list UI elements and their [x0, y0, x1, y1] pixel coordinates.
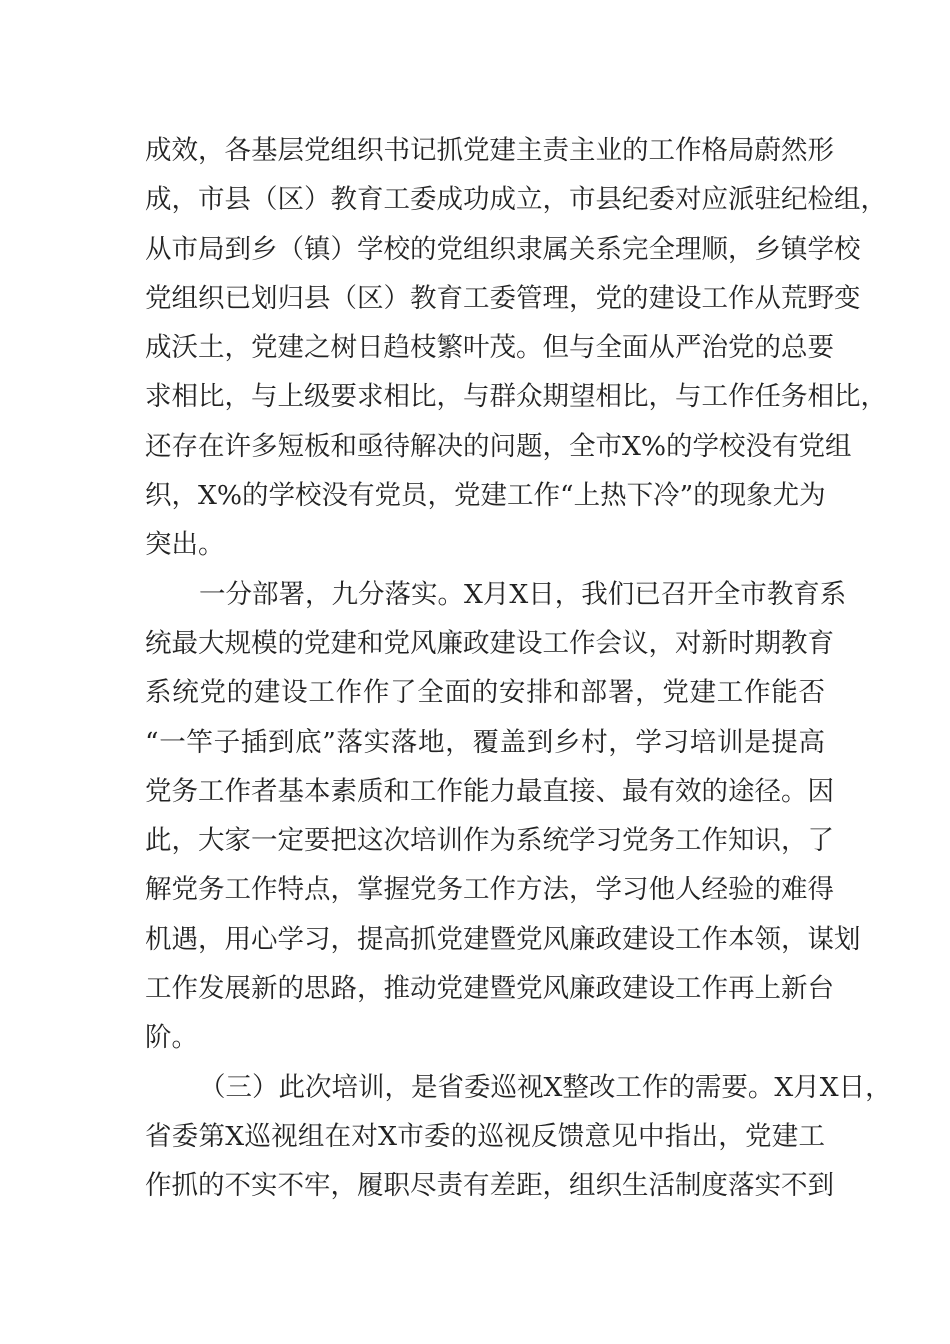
- text-line: （三）此次培训，是省委巡视X整改工作的需要。X月X日，: [199, 1071, 892, 1103]
- text-line: 成沃土，党建之树日趋枝繁叶茂。但与全面从严治党的总要: [145, 332, 834, 364]
- text-line: 省委第X巡视组在对X市委的巡视反馈意见中指出，党建工: [145, 1120, 825, 1152]
- text-line: 一分部署，九分落实。X月X日，我们已召开全市教育系: [199, 578, 847, 610]
- text-line: 机遇，用心学习，提高抓党建暨党风廉政建设工作本领，谋划: [145, 923, 861, 955]
- paragraph: [145, 570, 861, 1063]
- text-line: 成效，各基层党组织书记抓党建主责主业的工作格局蔚然形: [145, 135, 834, 166]
- text-line: 工作发展新的思路，推动党建暨党风廉政建设工作再上新台: [145, 973, 834, 1005]
- text-line: 党组织已划归县（区）教育工委管理，党的建设工作从荒野变: [145, 282, 861, 314]
- document-body: [145, 126, 892, 1211]
- text-line: 阶。: [145, 1022, 198, 1054]
- paragraph: [145, 1063, 892, 1211]
- text-line: 求相比，与上级要求相比，与群众期望相比，与工作任务相比，: [145, 381, 887, 413]
- text-line: 织，X%的学校没有党员，党建工作“上热下冷”的现象尤为: [145, 480, 826, 512]
- text-line: 党务工作者基本素质和工作能力最直接、最有效的途径。因: [145, 775, 834, 807]
- text-line: 还存在许多短板和亟待解决的问题，全市X%的学校没有党组: [145, 430, 852, 462]
- text-line: 此，大家一定要把这次培训作为系统学习党务工作知识，了: [145, 825, 834, 857]
- text-line: 作抓的不实不牢，履职尽责有差距，组织生活制度落实不到: [145, 1170, 834, 1202]
- text-line: 突出。: [145, 529, 225, 561]
- text-line: 统最大规模的党建和党风廉政建设工作会议，对新时期教育: [145, 627, 834, 659]
- text-line: 解党务工作特点，掌握党务工作方法，学习他人经验的难得: [145, 874, 834, 906]
- paragraph: [145, 126, 887, 570]
- text-line: 系统党的建设工作作了全面的安排和部署，党建工作能否: [145, 677, 825, 709]
- text-line: “一竿子插到底”落实落地，覆盖到乡村，学习培训是提高: [145, 726, 825, 758]
- text-line: 成，市县（区）教育工委成功成立，市县纪委对应派驻纪检组，: [145, 184, 887, 216]
- text-line: 从市局到乡（镇）学校的党组织隶属关系完全理顺，乡镇学校: [145, 233, 861, 265]
